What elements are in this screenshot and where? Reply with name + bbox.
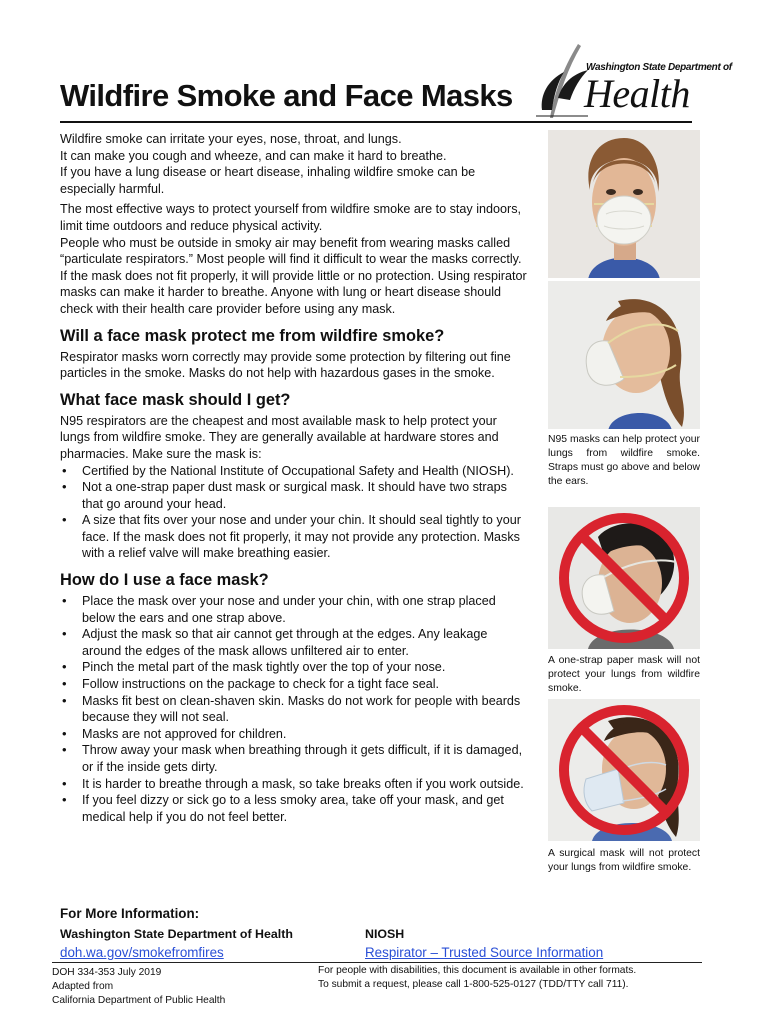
logo-department-text: Washington State Department of — [586, 62, 732, 73]
footer-adapted: Adapted from — [52, 981, 114, 992]
photo-n95-front — [548, 130, 700, 278]
mask-usage-list — [60, 593, 528, 825]
section-heading-how-to-use: How do I use a face mask? — [60, 571, 269, 590]
footer-accessibility-line: For people with disabilities, this document is available in other formats. — [318, 965, 637, 976]
niosh-org: NIOSH — [365, 927, 405, 941]
wa-doh-link[interactable]: doh.wa.gov/smokefromfires — [60, 945, 224, 960]
section-heading-protect: Will a face mask protect me from wildfire smoke? — [60, 326, 445, 345]
footer-accessibility — [318, 964, 636, 992]
intro-line: People who must be outside in smoky air may benefit from wearing masks called “particulate respirators.” Most people will find it difficult to wear the masks correctly. If the mask does not fit properly, it will provide little or no protection. Using respirator masks can make it harder to breathe. Anyone with lung or heart disease should check with their health care provider before using any mask. — [60, 235, 527, 316]
intro-paragraph-2 — [60, 201, 528, 317]
title-underline — [60, 121, 692, 123]
niosh-link[interactable]: Respirator – Trusted Source Information — [365, 945, 604, 960]
photo-n95-side — [548, 281, 700, 429]
intro-line: Wildfire smoke can irritate your eyes, nose, throat, and lungs. — [60, 132, 402, 146]
section-heading-which-mask: What face mask should I get? — [60, 390, 291, 409]
intro-paragraph-1 — [60, 131, 528, 197]
wa-doh-contact — [60, 925, 293, 963]
intro-line: The most effective ways to protect yourself from wildfire smoke are to stay indoors, limit time outdoors and reduce physical activity. — [60, 202, 522, 233]
footer-source: California Department of Public Health — [52, 995, 226, 1006]
list-item: • A size that fits over your nose and under your chin. It should seal tightly to your face. If the mask does not fit properly, it may not provide any protection. Masks with a relief valve will make breathing easier. — [60, 512, 528, 562]
footer-publication-info — [52, 966, 225, 1008]
mask-criteria-list — [60, 463, 528, 563]
more-info-heading: For More Information: — [60, 906, 200, 921]
section-body-protect: Respirator masks worn correctly may provide some protection by filtering out fine particles in the smoke. Masks do not help with hazardous gases in the smoke. — [60, 349, 511, 381]
main-content — [60, 131, 528, 825]
list-item: • If you feel dizzy or sick go to a less smoky area, take off your mask, and get medical help if you do not feel better. — [60, 792, 528, 825]
list-item: • Adjust the mask so that air cannot get through at the edges. Any leakage around the edges of the mask allows unfiltered air to enter. — [60, 626, 528, 659]
intro-line: If you have a lung disease or heart disease, inhaling wildfire smoke can be especially harmful. — [60, 165, 476, 196]
logo-health-text: Health — [584, 71, 690, 116]
list-item: • Place the mask over your nose and under your chin, with one strap placed below the ears and one strap above. — [60, 593, 528, 626]
caption-one-strap: A one-strap paper mask will not protect your lungs from wildfire smoke. — [548, 655, 700, 694]
list-item: • Masks fit best on clean-shaven skin. Masks do not work for people with beards because they will not seal. — [60, 693, 528, 726]
list-item: • Pinch the metal part of the mask tightly over the top of your nose. — [60, 659, 528, 676]
photo-surgical-mask — [548, 699, 700, 841]
doh-logo — [528, 40, 732, 120]
list-item: • It is harder to breathe through a mask, so take breaks often if you work outside. — [60, 776, 528, 793]
niosh-contact — [365, 925, 603, 963]
list-item: • Certified by the National Institute of Occupational Safety and Health (NIOSH). — [60, 463, 528, 480]
list-item: • Masks are not approved for children. — [60, 726, 528, 743]
footer-divider — [52, 962, 702, 963]
list-item: • Not a one-strap paper dust mask or surgical mask. It should have two straps that go around your head. — [60, 479, 528, 512]
photo-one-strap-mask — [548, 507, 700, 649]
list-item: • Throw away your mask when breathing through it gets difficult, if it is damaged, or if the inside gets dirty. — [60, 742, 528, 775]
wa-doh-org: Washington State Department of Health — [60, 927, 293, 941]
section-body-which-mask: N95 respirators are the cheapest and most available mask to help protect your lungs from wildfire smoke. They are generally available at hardware stores and pharmacies. Make sure the mask is: — [60, 413, 499, 461]
footer-accessibility-line: To submit a request, please call 1-800-525-0127 (TDD/TTY call 711). — [318, 979, 629, 990]
list-item: • Follow instructions on the package to check for a tight face seal. — [60, 676, 528, 693]
more-information — [60, 906, 720, 960]
caption-n95: N95 masks can help protect your lungs from wildfire smoke. Straps must go above and below the ears. — [548, 434, 700, 487]
caption-surgical: A surgical mask will not protect your lungs from wildfire smoke. — [548, 848, 700, 873]
page-title: Wildfire Smoke and Face Masks — [60, 78, 513, 113]
intro-line: It can make you cough and wheeze, and can make it hard to breathe. — [60, 148, 447, 163]
footer-doc-number: DOH 334-353 July 2019 — [52, 967, 162, 978]
